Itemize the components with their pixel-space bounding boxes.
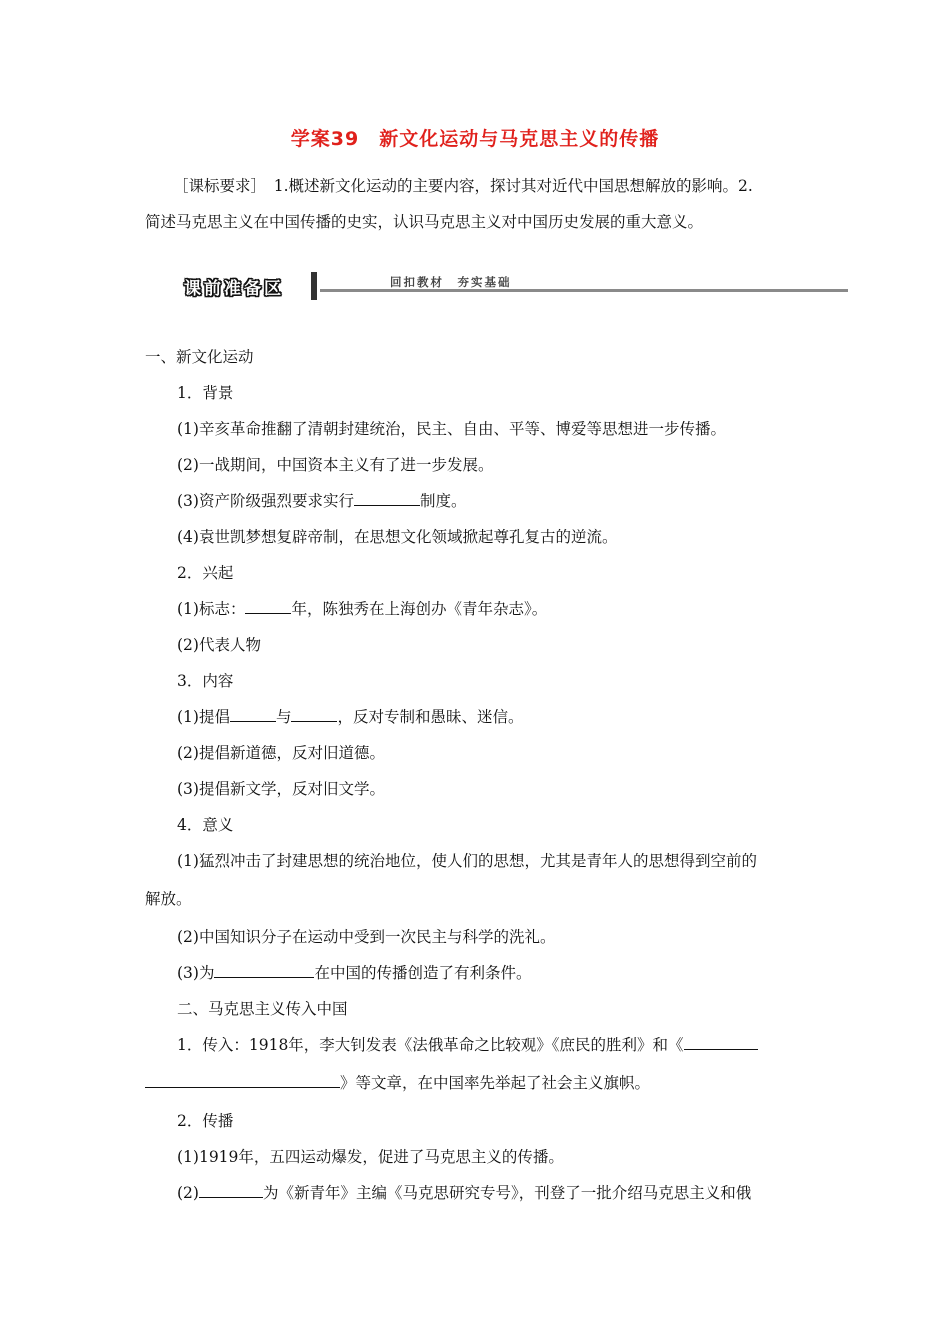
banner-title: 课前准备区	[184, 279, 284, 299]
text-fragment: ，反对专制和愚昧、迷信。	[337, 708, 524, 726]
answer-blank[interactable]	[684, 1035, 758, 1050]
fill-blank-line	[177, 1181, 751, 1203]
text-line: (2)代表人物	[177, 636, 261, 654]
text-line: 解放。	[145, 890, 192, 908]
answer-blank[interactable]	[214, 963, 314, 978]
subheading-content: 3．内容	[177, 672, 234, 690]
text-fragment: (3)资产阶级强烈要求实行	[177, 492, 354, 510]
section-banner	[180, 270, 848, 304]
text-fragment: 为《新青年》主编《马克思研究专号》，刊登了一批介绍马克思主义和俄	[262, 1184, 752, 1202]
text-fragment: 与	[275, 708, 292, 726]
fill-blank-line	[177, 597, 547, 619]
page-title: 学案39 新文化运动与马克思主义的传播	[290, 128, 660, 150]
subheading-background: 1．背景	[177, 384, 234, 402]
text-line: (1)辛亥革命推翻了清朝封建统治，民主、自由、平等、博爱等思想进一步传播。	[177, 420, 726, 438]
answer-blank[interactable]	[354, 491, 420, 506]
requirements-line-1: ［课标要求］ 1.概述新文化运动的主要内容，探讨其对近代中国思想解放的影响。2.	[173, 177, 753, 195]
fill-blank-line	[177, 705, 524, 727]
answer-blank[interactable]	[245, 599, 291, 614]
answer-blank[interactable]	[230, 707, 276, 722]
text-line: (1)猛烈冲击了封建思想的统治地位，使人们的思想，尤其是青年人的思想得到空前的	[177, 852, 757, 870]
text-line: (2)提倡新道德，反对旧道德。	[177, 744, 385, 762]
text-line: (2)一战期间，中国资本主义有了进一步发展。	[177, 456, 494, 474]
requirements-line-2: 简述马克思主义在中国传播的史实，认识马克思主义对中国历史发展的重大意义。	[145, 213, 704, 231]
text-fragment: 制度。	[419, 492, 467, 510]
section-heading-2: 二、马克思主义传入中国	[177, 1000, 348, 1018]
text-fragment: (1)提倡	[177, 708, 230, 726]
fill-blank-line	[177, 1033, 758, 1055]
text-fragment: 》等文章，在中国率先举起了社会主义旗帜。	[340, 1074, 651, 1092]
text-fragment: 1．传入：1918年，李大钊发表《法俄革命之比较观》《庶民的胜利》和《	[177, 1036, 684, 1054]
fill-blank-line	[177, 489, 466, 511]
section-heading-1: 一、新文化运动	[145, 348, 254, 366]
text-line: (3)提倡新文学，反对旧文学。	[177, 780, 385, 798]
text-line: (1)1919年，五四运动爆发，促进了马克思主义的传播。	[177, 1148, 564, 1166]
answer-blank[interactable]	[145, 1073, 340, 1088]
subheading-rise: 2．兴起	[177, 564, 234, 582]
text-fragment: 在中国的传播创造了有利条件。	[314, 964, 532, 982]
answer-blank[interactable]	[199, 1183, 263, 1198]
subheading-spread: 2．传播	[177, 1112, 234, 1130]
text-line: (2)中国知识分子在运动中受到一次民主与科学的洗礼。	[177, 928, 556, 946]
subheading-significance: 4．意义	[177, 816, 234, 834]
text-fragment: (1)标志：	[177, 600, 246, 618]
fill-blank-line	[145, 1071, 650, 1093]
banner-subtitle: 回扣教材 夯实基础	[390, 275, 512, 289]
curriculum-requirements	[145, 168, 810, 240]
fill-blank-line	[177, 961, 531, 983]
text-fragment: (2)	[177, 1184, 199, 1202]
text-line: (4)袁世凯梦想复辟帝制，在思想文化领域掀起尊孔复古的逆流。	[177, 528, 618, 546]
text-fragment: (3)为	[177, 964, 215, 982]
banner-divider-bar	[311, 272, 317, 300]
text-fragment: 年，陈独秀在上海创办《青年杂志》。	[291, 600, 548, 618]
answer-blank[interactable]	[291, 707, 337, 722]
